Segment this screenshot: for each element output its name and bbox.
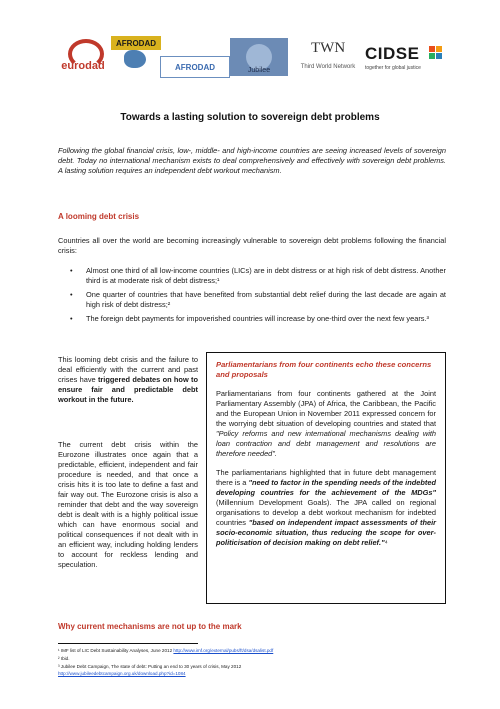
twn-logo — [293, 40, 363, 76]
twn-logo-subtitle: Third World Network — [300, 64, 356, 70]
callout-paragraph-1: Parliamentarians from four continents gathered at the Joint Parliamentary Assembly (JPA) of Africa, the Caribbean, the Pacific and the European Union in November 2011 expressed concern for the worrying debt situation of developing countries and stated that "Policy reforms and new international mechanisms dealing with loan contraction and debt management and resolutions are therefore needed". — [216, 389, 436, 458]
eurodad-logo-text: eurodad — [61, 60, 105, 72]
callout-heading: Parliamentarians from four continents echo these concerns and proposals — [216, 360, 432, 379]
left-column-paragraph-1: This looming debt crisis and the failure to deal efficiently with the current and past crises have triggered debates on how to ensure fair and predictable debt workout in the future. — [58, 355, 198, 404]
afrodad-box-logo: AFRODAD — [160, 56, 230, 78]
left-column-paragraph-2: The current debt crisis within the Eurozone illustrates once again that a predictable, efficient, independent and fair procedure is needed, and that once a crisis hits it is too late to define a fast and fair way out. The Eurozone crisis is also a reminder that debt and the way sovereign debt is dealt with is a highly political issue which can have enormous social and political consequences if not dealt with in an efficient way, including holding lenders to account for reckless lending and speculation. — [58, 440, 198, 569]
callout-paragraph-2: The parliamentarians highlighted that in future debt management there is a "need to factor in the spending needs of the indebted developing countries for the achievement of the MDGs" (Millennium Development Goals). The JPA called on regional organisations to develop a debt workout mechanism for indebted countries "based on independent impact assessments of their socio-economic situation, thus reducing the scope for over-politicisation of decision making on debt relief."⁴ — [216, 468, 437, 547]
footnote-3-url — [58, 671, 458, 677]
footnote-divider — [58, 643, 198, 644]
cidse-logo — [365, 44, 445, 74]
footnote-3-link[interactable]: http://www.jubileedebtcampaign.org.uk/download.php?id=1084 — [58, 671, 186, 676]
footnote-2: ² Ibid. — [58, 656, 70, 661]
list-item: • One quarter of countries that have benefited from substantial debt relief during the last decade are again at high risk of debt distress;² — [70, 290, 446, 309]
section-heading-looming-crisis: A looming debt crisis — [58, 212, 140, 221]
cidse-logo-text: CIDSE — [365, 44, 420, 63]
twn-logo-text: TWN — [311, 40, 346, 56]
jubilee-logo-text: Jubilee — [247, 67, 271, 74]
africa-map-icon — [116, 50, 154, 68]
eurodad-logo — [58, 36, 108, 76]
debt-facts-list — [58, 266, 446, 328]
list-item: • The foreign debt payments for impoverished countries will increase by one-third over the next few years.³ — [70, 314, 430, 323]
document-title: Towards a lasting solution to sovereign debt problems — [120, 112, 380, 123]
cidse-logo-tagline: together for global justice — [365, 65, 421, 71]
intro-paragraph: Following the global financial crisis, low-, middle- and high-income countries are seeing increased levels of sovereign debt. Today no international mechanism exists to deal comprehensively and effectively with sovereign debt problems. A lasting solution requires an independent debt workout mechanism. — [58, 146, 446, 175]
afrodad-logo: AFRODAD — [111, 36, 161, 50]
parliamentarians-callout-box — [206, 352, 446, 604]
footnote-1-link[interactable]: http://www.imf.org/external/pubs/ft/dsa/dsalist.pdf — [173, 648, 274, 653]
section-lead-paragraph: Countries all over the world are becoming increasingly vulnerable to sovereign debt problems following the financial crisis: — [58, 236, 446, 255]
footnote-1: ¹ IMF list of LIC Debt Sustainability Analyses, June 2012 http://www.imf.org/external/pubs/ft/dsa/dsalist.pdf — [58, 648, 274, 653]
section-heading-current-mechanisms: Why current mechanisms are not up to the mark — [58, 622, 242, 631]
footnote-3: ³ Jubilee Debt Campaign, The state of debt: Putting an end to 30 years of crisis, May 2012 — [58, 664, 242, 669]
list-item: • Almost one third of all low-income countries (LICs) are in debt distress or at high risk of debt distress. Another third is at moderate risk of debt distress;¹ — [70, 266, 446, 285]
jubilee-logo — [230, 38, 288, 76]
